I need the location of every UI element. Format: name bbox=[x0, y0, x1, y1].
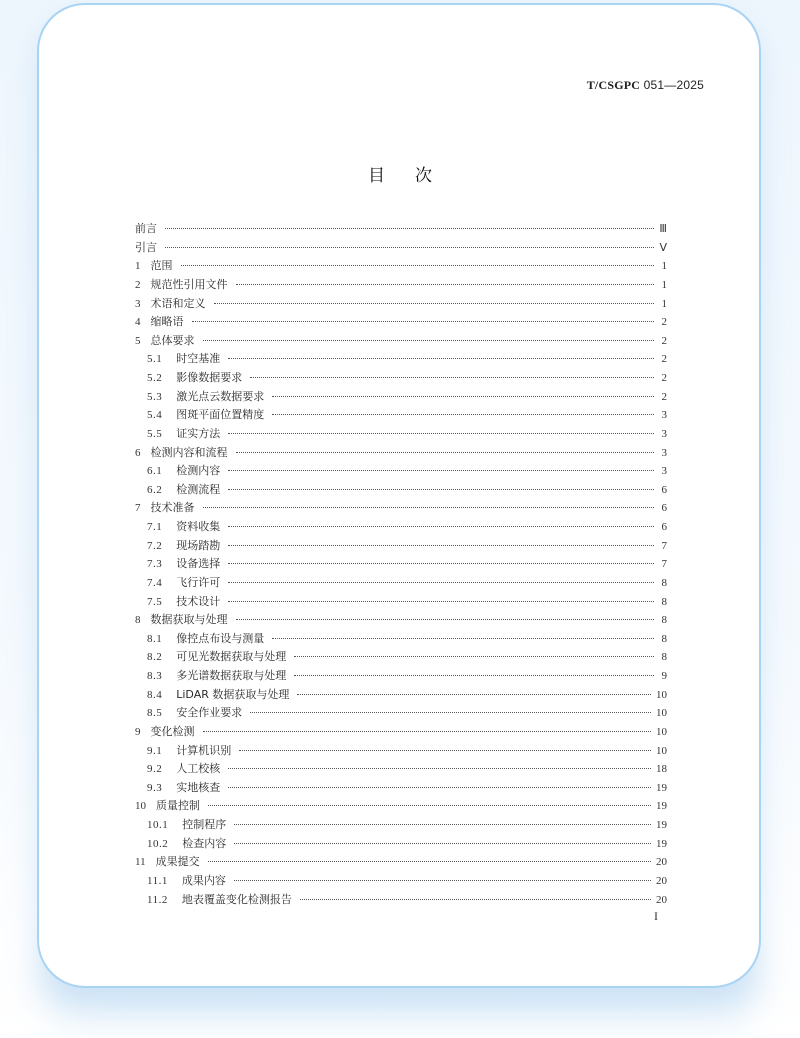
toc-entry-label: 安全作业要求 bbox=[176, 706, 243, 720]
toc-entry-page: 8 bbox=[661, 576, 667, 589]
toc-entry-number: 10 bbox=[135, 800, 146, 813]
toc-dot-leader bbox=[228, 601, 654, 602]
toc-entry-label: 规范性引用文件 bbox=[150, 277, 228, 291]
toc-entry-page: 20 bbox=[656, 856, 667, 869]
toc-entry-label: 多光谱数据获取与处理 bbox=[176, 669, 287, 682]
toc-entry-page: 1 bbox=[661, 297, 667, 310]
toc-entry-label: 技术设计 bbox=[176, 594, 221, 608]
toc-entry-number: 6.2 bbox=[147, 483, 163, 496]
toc-entry-number: 8.1 bbox=[147, 632, 163, 645]
toc-entry-page: 2 bbox=[661, 353, 667, 366]
toc-entry-label: 术语和定义 bbox=[150, 296, 206, 310]
toc-entry[interactable] bbox=[135, 444, 667, 463]
toc-dot-leader bbox=[228, 545, 654, 546]
toc-entry-label: 范围 bbox=[150, 259, 173, 273]
toc-entry-number: 4 bbox=[135, 316, 141, 329]
toc-entry-page: Ⅴ bbox=[659, 241, 667, 254]
toc-entry[interactable] bbox=[135, 667, 667, 686]
toc-dot-leader bbox=[294, 675, 654, 676]
toc-entry[interactable] bbox=[135, 742, 667, 761]
toc-dot-leader bbox=[208, 805, 651, 806]
toc-entry[interactable] bbox=[135, 406, 667, 425]
toc-entry-number: 5.4 bbox=[147, 409, 163, 422]
toc-entry-page: 8 bbox=[661, 632, 667, 645]
toc-entry-number: 8.2 bbox=[147, 651, 163, 664]
toc-entry-page: 18 bbox=[656, 763, 667, 776]
toc-entry-label: 时空基准 bbox=[176, 352, 221, 366]
toc-entry-page: 8 bbox=[661, 651, 667, 664]
toc-entry-label: 证实方法 bbox=[176, 426, 221, 440]
toc-entry[interactable] bbox=[135, 835, 667, 854]
toc-entry-label: 检查内容 bbox=[182, 836, 227, 850]
toc-dot-leader bbox=[297, 694, 651, 695]
toc-entry-number: 10.1 bbox=[147, 819, 169, 831]
toc-entry-label: 地表覆盖变化检测报告 bbox=[181, 892, 292, 906]
toc-entry[interactable] bbox=[135, 239, 667, 258]
toc-entry-number: 5.5 bbox=[147, 427, 163, 440]
toc-entry-page: 10 bbox=[656, 744, 667, 757]
toc-dot-leader bbox=[236, 284, 655, 285]
toc-entry-number: 3 bbox=[135, 297, 141, 310]
toc-entry[interactable] bbox=[135, 462, 667, 481]
toc-entry-page: 1 bbox=[661, 260, 667, 273]
toc-entry[interactable] bbox=[135, 816, 667, 835]
toc-entry-page: 2 bbox=[661, 334, 667, 347]
toc-entry[interactable] bbox=[135, 574, 667, 593]
toc-entry-number: 1 bbox=[135, 260, 141, 273]
toc-entry-label: 总体要求 bbox=[150, 333, 195, 347]
toc-entry-label: 像控点布设与测量 bbox=[176, 631, 265, 645]
toc-entry-number: 9.2 bbox=[147, 763, 163, 776]
toc-entry-label: 数据获取与处理 bbox=[150, 613, 228, 627]
toc-entry-label: LiDAR 数据获取与处理 bbox=[176, 687, 290, 701]
toc-dot-leader bbox=[236, 452, 655, 453]
document-number-suffix: 051—2025 bbox=[640, 78, 704, 92]
toc-entry-number: 11.1 bbox=[147, 874, 168, 887]
toc-entry-number: 9.1 bbox=[147, 744, 163, 757]
toc-entry-label: 影像数据要求 bbox=[176, 371, 243, 384]
toc-entry[interactable] bbox=[135, 425, 667, 444]
toc-entry[interactable] bbox=[135, 555, 667, 574]
toc-entry[interactable] bbox=[135, 704, 667, 723]
toc-dot-leader bbox=[165, 228, 654, 229]
toc-entry[interactable] bbox=[135, 611, 667, 630]
toc-entry[interactable] bbox=[135, 350, 667, 369]
toc-entry-page: 10 bbox=[656, 725, 667, 738]
toc-entry[interactable] bbox=[135, 295, 667, 314]
toc-entry[interactable] bbox=[135, 760, 667, 779]
toc-entry-label: 质量控制 bbox=[156, 799, 200, 813]
toc-entry-number: 10.2 bbox=[147, 837, 169, 850]
toc-entry-number: 5.2 bbox=[147, 372, 163, 384]
toc-entry-page: 19 bbox=[656, 819, 667, 831]
toc-dot-leader bbox=[192, 321, 655, 322]
toc-dot-leader bbox=[228, 582, 654, 583]
toc-entry-page: 2 bbox=[661, 390, 667, 403]
toc-entry-number: 11.2 bbox=[147, 893, 168, 906]
toc-entry-page: 6 bbox=[661, 521, 667, 533]
toc-entry-label: 成果内容 bbox=[181, 873, 226, 887]
toc-entry-label: 技术准备 bbox=[150, 501, 195, 515]
toc-dot-leader bbox=[181, 265, 655, 266]
toc-entry[interactable] bbox=[135, 499, 667, 518]
toc-dot-leader bbox=[272, 638, 654, 639]
toc-dot-leader bbox=[228, 768, 651, 769]
toc-entry[interactable] bbox=[135, 313, 667, 332]
toc-entry-number: 7.2 bbox=[147, 539, 163, 552]
toc-entry-label: 图斑平面位置精度 bbox=[176, 408, 265, 422]
toc-entry-number: 6 bbox=[135, 446, 141, 459]
toc-entry-number: 11 bbox=[135, 856, 146, 869]
toc-entry-number: 5.3 bbox=[147, 390, 163, 403]
toc-entry-number: 7 bbox=[135, 502, 141, 515]
toc-entry-page: 2 bbox=[661, 372, 667, 384]
toc-entry[interactable] bbox=[135, 630, 667, 649]
toc-entry-page: 8 bbox=[661, 595, 667, 608]
toc-dot-leader bbox=[228, 433, 654, 434]
toc-entry-label: 资料收集 bbox=[176, 520, 221, 533]
toc-entry[interactable] bbox=[135, 779, 667, 798]
toc-entry-page: 19 bbox=[656, 837, 667, 850]
toc-entry-label: 飞行许可 bbox=[176, 575, 221, 589]
toc-entry-number: 7.5 bbox=[147, 595, 163, 608]
toc-entry-page: 10 bbox=[656, 688, 667, 701]
toc-dot-leader bbox=[228, 489, 654, 490]
toc-entry-label: 检测内容 bbox=[176, 464, 221, 478]
toc-entry[interactable] bbox=[135, 648, 667, 667]
toc-entry[interactable] bbox=[135, 537, 667, 556]
toc-dot-leader bbox=[214, 303, 655, 304]
toc-entry[interactable] bbox=[135, 257, 667, 276]
toc-entry-number: 9.3 bbox=[147, 781, 163, 794]
toc-dot-leader bbox=[228, 358, 654, 359]
toc-entry[interactable] bbox=[135, 872, 667, 891]
toc-entry-number: 7.1 bbox=[147, 521, 163, 533]
document-number-prefix: T/CSGPC bbox=[586, 78, 641, 92]
toc-entry[interactable] bbox=[135, 332, 667, 351]
toc-entry[interactable] bbox=[135, 797, 667, 816]
toc-entry-page: 6 bbox=[661, 502, 667, 515]
toc-entry-number: 7.3 bbox=[147, 558, 163, 571]
toc-entry-page: 9 bbox=[661, 670, 667, 682]
toc-entry-number: 7.4 bbox=[147, 576, 163, 589]
toc-entry[interactable] bbox=[135, 369, 667, 388]
toc-entry-page: 3 bbox=[661, 446, 667, 459]
toc-dot-leader bbox=[234, 843, 651, 844]
toc-entry-number: 5 bbox=[135, 334, 141, 347]
toc-dot-leader bbox=[272, 396, 654, 397]
toc-dot-leader bbox=[228, 563, 654, 564]
toc-entry-page: 3 bbox=[661, 465, 667, 478]
toc-entry[interactable] bbox=[135, 220, 667, 239]
toc-entry-label: 现场踏勘 bbox=[176, 538, 221, 552]
toc-dot-leader bbox=[236, 619, 655, 620]
toc-entry-label: 缩略语 bbox=[150, 315, 184, 329]
toc-entry-number: 8.5 bbox=[147, 707, 163, 720]
toc-entry[interactable] bbox=[135, 593, 667, 612]
toc-entry[interactable] bbox=[135, 853, 667, 872]
toc-dot-leader bbox=[234, 880, 651, 881]
toc-entry-number: 5.1 bbox=[147, 353, 163, 366]
toc-dot-leader bbox=[203, 340, 655, 341]
toc-dot-leader bbox=[234, 824, 651, 825]
toc-entry[interactable] bbox=[135, 481, 667, 500]
toc-dot-leader bbox=[203, 731, 652, 732]
toc-entry-label: 前言 bbox=[135, 222, 157, 235]
toc-entry-number: 6.1 bbox=[147, 465, 163, 478]
toc-entry-label: 激光点云数据要求 bbox=[176, 389, 265, 403]
toc-dot-leader bbox=[165, 247, 654, 248]
toc-entry[interactable] bbox=[135, 723, 667, 742]
toc-dot-leader bbox=[250, 377, 654, 378]
toc-entry-page: 6 bbox=[661, 483, 667, 496]
toc-entry[interactable] bbox=[135, 388, 667, 407]
toc-entry-page: 1 bbox=[661, 278, 667, 291]
toc-entry-label: 人工校核 bbox=[176, 762, 221, 776]
toc-entry-page: 20 bbox=[656, 874, 667, 887]
toc-dot-leader bbox=[203, 507, 655, 508]
toc-entry-label: 变化检测 bbox=[150, 724, 195, 738]
toc-dot-leader bbox=[239, 750, 651, 751]
toc-dot-leader bbox=[228, 470, 654, 471]
toc-entry-number: 8.3 bbox=[147, 670, 163, 682]
toc-entry-page: 19 bbox=[656, 781, 667, 794]
toc-entry[interactable] bbox=[135, 891, 667, 910]
toc-dot-leader bbox=[300, 899, 651, 900]
toc-dot-leader bbox=[228, 787, 651, 788]
toc-entry-page: 19 bbox=[656, 800, 667, 813]
table-of-contents bbox=[135, 220, 667, 909]
toc-entry-label: 可见光数据获取与处理 bbox=[176, 650, 287, 664]
toc-entry[interactable] bbox=[135, 686, 667, 705]
toc-dot-leader bbox=[250, 712, 651, 713]
toc-dot-leader bbox=[208, 861, 651, 862]
toc-entry-label: 检测内容和流程 bbox=[150, 445, 228, 459]
toc-entry-page: Ⅲ bbox=[659, 223, 667, 235]
toc-entry[interactable] bbox=[135, 518, 667, 537]
document-number bbox=[587, 78, 704, 93]
toc-dot-leader bbox=[294, 656, 654, 657]
toc-entry-page: 3 bbox=[661, 409, 667, 422]
toc-entry-label: 计算机识别 bbox=[176, 743, 232, 757]
toc-entry-page: 8 bbox=[661, 614, 667, 627]
toc-entry-page: 10 bbox=[656, 707, 667, 720]
toc-entry-number: 9 bbox=[135, 725, 141, 738]
toc-entry-page: 7 bbox=[661, 539, 667, 552]
toc-dot-leader bbox=[228, 526, 654, 527]
toc-entry-number: 2 bbox=[135, 278, 141, 291]
toc-entry-label: 控制程序 bbox=[182, 818, 227, 831]
toc-entry-number: 8 bbox=[135, 614, 141, 627]
toc-entry-label: 成果提交 bbox=[155, 855, 200, 869]
toc-title: 目次 bbox=[368, 166, 462, 186]
toc-entry-label: 引言 bbox=[135, 240, 157, 254]
toc-dot-leader bbox=[272, 414, 654, 415]
page-number: I bbox=[654, 909, 658, 923]
toc-entry-page: 20 bbox=[656, 893, 667, 906]
toc-entry-label: 实地核查 bbox=[176, 780, 221, 794]
toc-entry-page: 7 bbox=[661, 558, 667, 571]
toc-entry-page: 2 bbox=[661, 316, 667, 329]
toc-entry[interactable] bbox=[135, 276, 667, 295]
toc-entry-label: 检测流程 bbox=[176, 482, 221, 496]
toc-entry-number: 8.4 bbox=[147, 688, 163, 701]
toc-entry-label: 设备选择 bbox=[176, 557, 221, 571]
toc-entry-page: 3 bbox=[661, 427, 667, 440]
